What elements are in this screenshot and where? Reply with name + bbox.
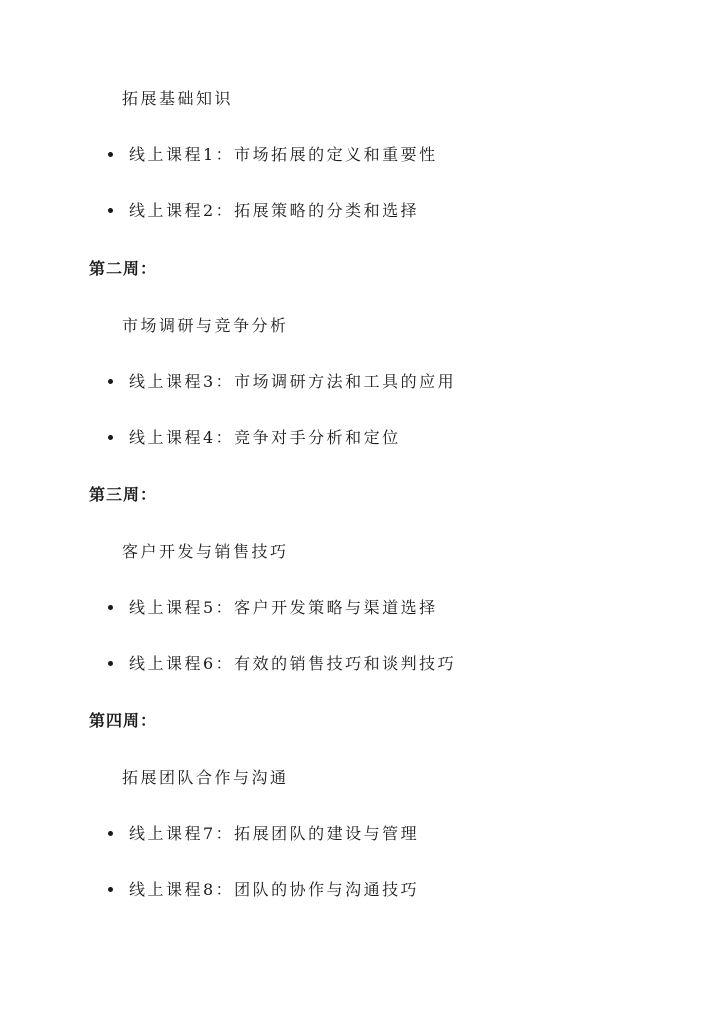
- list-item-text: 线上课程2：拓展策略的分类和选择: [129, 201, 420, 220]
- bullet-icon: [108, 379, 113, 384]
- list-item-text: 线上课程4：竞争对手分析和定位: [129, 428, 401, 447]
- list-item: [108, 824, 419, 844]
- section-topic: 市场调研与竞争分析: [122, 316, 289, 335]
- bullet-icon: [108, 887, 113, 892]
- list-item: [108, 145, 438, 165]
- list-item: [108, 372, 456, 392]
- list-item-text: 线上课程8：团队的协作与沟通技巧: [129, 880, 420, 899]
- list-item: [108, 654, 456, 674]
- list-item-text: 线上课程1：市场拓展的定义和重要性: [129, 145, 438, 164]
- bullet-icon: [108, 605, 113, 610]
- section-topic: 客户开发与销售技巧: [122, 542, 289, 561]
- week-heading: 第四周：: [89, 711, 158, 730]
- section-topic: 拓展基础知识: [122, 89, 234, 108]
- list-item: [108, 201, 419, 221]
- list-item-text: 线上课程6：有效的销售技巧和谈判技巧: [129, 654, 457, 673]
- section-topic: 拓展团队合作与沟通: [122, 768, 289, 787]
- week-heading: 第三周：: [89, 485, 158, 504]
- bullet-icon: [108, 152, 113, 157]
- list-item-text: 线上课程3：市场调研方法和工具的应用: [129, 372, 457, 391]
- list-item-text: 线上课程5：客户开发策略与渠道选择: [129, 598, 438, 617]
- bullet-icon: [108, 831, 113, 836]
- list-item: [108, 880, 419, 900]
- week-heading: 第二周：: [89, 259, 158, 278]
- bullet-icon: [108, 208, 113, 213]
- list-item-text: 线上课程7：拓展团队的建设与管理: [129, 824, 420, 843]
- list-item: [108, 428, 401, 448]
- bullet-icon: [108, 661, 113, 666]
- bullet-icon: [108, 435, 113, 440]
- list-item: [108, 598, 438, 618]
